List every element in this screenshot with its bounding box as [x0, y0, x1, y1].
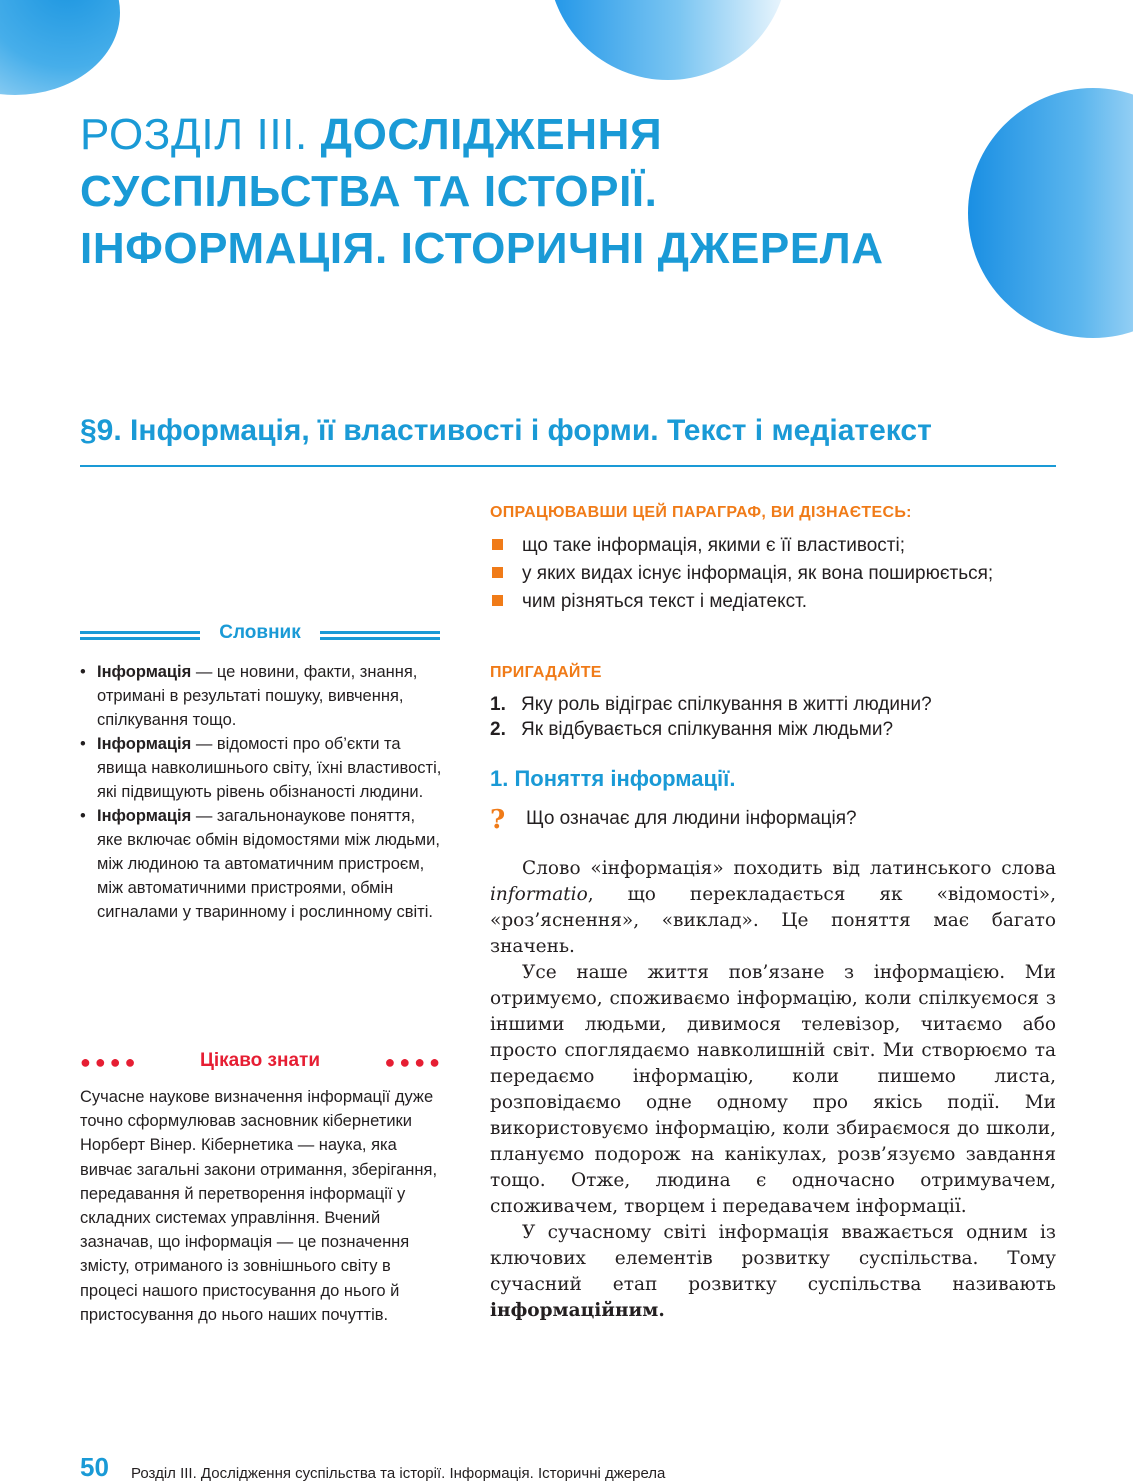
dictionary-item — [80, 660, 444, 732]
outcome-text: у яких видах існує інформація, як вона поширюється; — [522, 563, 994, 584]
outcomes-list — [490, 533, 1050, 617]
running-footer: Розділ ІІІ. Дослідження суспільства та історії. Інформація. Історичні джерела — [131, 1465, 666, 1482]
dots-left-icon: ●●●● — [80, 1052, 140, 1072]
outcome-text: чим різняться текст і медіатекст. — [522, 591, 807, 612]
paragraph-title: §9. Інформація, її властивості і форми. Текст і медіатекст — [80, 414, 932, 447]
recall-list — [490, 692, 1050, 742]
square-bullet-icon — [492, 595, 503, 606]
dictionary-list — [80, 660, 444, 924]
chapter-title — [80, 106, 960, 277]
title-divider — [80, 465, 1056, 467]
body-paragraph-1 — [490, 856, 1056, 960]
emphasized-term: інформаційним — [490, 1300, 659, 1321]
dictionary-item — [80, 804, 444, 924]
outcome-item — [490, 533, 1050, 559]
fact-title: Цікаво знати — [199, 1050, 321, 1071]
dictionary-title: Словник — [219, 622, 301, 643]
question — [490, 805, 1050, 835]
recall-item — [490, 717, 1050, 742]
dictionary-term: Інформація — [97, 663, 192, 681]
body-paragraph-2: Усе наше життя пов’язане з інформацією. Ми отримуємо, споживаємо інформацію, коли спілкуємося з іншими людьми, дивимося телевізор, читаємо або просто споглядаємо навколишній світ. Ми створюємо та передаємо інформацію, коли пишемо листа, розповідаємо одне одному про якісь події. Ми використовуємо інформацію, коли збираємося до школи, плануємо подорож на канікулах, розв’язуємо завдання тощо. Отже, людина є одночасно отримувачем, споживачем, творцем і передавачем інформації. — [490, 962, 1056, 1217]
recall-item — [490, 692, 1050, 717]
fact-header — [80, 1050, 444, 1076]
chapter-title-line3: ІНФОРМАЦІЯ. ІСТОРИЧНІ ДЖЕРЕЛА — [80, 224, 884, 273]
section-title: 1. Поняття інформації. — [490, 766, 736, 791]
page-number: 50 — [80, 1452, 109, 1482]
dictionary-item — [80, 732, 444, 804]
latin-term: informatio — [490, 884, 588, 905]
dictionary-header-lines-right — [320, 631, 440, 640]
body-text — [490, 856, 1056, 1324]
square-bullet-icon — [492, 539, 503, 550]
recall-number: 2. — [490, 719, 506, 740]
bullet-icon: • — [80, 807, 86, 825]
square-bullet-icon — [492, 567, 503, 578]
outcome-text: що таке інформація, якими є її властивості; — [522, 535, 906, 556]
outcomes-heading: ОПРАЦЮВАВШИ ЦЕЙ ПАРАГРАФ, ВИ ДІЗНАЄТЕСЬ: — [490, 504, 912, 521]
dots-right-icon: ●●●● — [384, 1052, 444, 1072]
body-text-span: . — [658, 1300, 665, 1321]
bullet-icon: • — [80, 663, 86, 681]
fact-text: Сучасне наукове визначення інформації дуже точно сформулював засновник кібернетики Норберт Вінер. Кібернетика — наука, яка вивчає загальні закони отримання, зберігання, передавання й перетворення інформації у складних системах управління. Вчений зазначав, що інформація — це позначення змісту, отриманого із зовнішнього світу в процесі нашого пристосування до нього й пристосування до нього наших почуттів. — [80, 1088, 438, 1324]
question-text: Що означає для людини інформація? — [526, 808, 857, 829]
dictionary-term: Інформація — [97, 807, 192, 825]
decorative-circle-right — [968, 88, 1133, 338]
dictionary-header — [80, 622, 440, 650]
recall-number: 1. — [490, 694, 506, 715]
body-text-span: Слово «інформація» походить від латинського слова — [522, 858, 1056, 879]
recall-heading: ПРИГАДАЙТЕ — [490, 664, 602, 681]
body-text-span: У сучасному світі інформація вважається одним із ключових елементів розвитку суспільства. Тому сучасний етап розвитку суспільства називають — [490, 1222, 1056, 1295]
dictionary-definition: — загальнонаукове поняття, яке включає обмін відомостями між людьми, між людиною та автоматичним пристроєм, між автоматичними пристроями, обмін сигналами у тваринному і рослинному світі. — [97, 807, 440, 921]
bullet-icon: • — [80, 735, 86, 753]
dictionary-term: Інформація — [97, 735, 192, 753]
body-text-span: , що перекладається як «відомості», «роз’яснення», «виклад». Це поняття має багато значень. — [490, 884, 1056, 957]
question-mark-icon: ? — [490, 805, 506, 835]
chapter-title-line1: ДОСЛІДЖЕННЯ — [320, 110, 663, 159]
outcome-item — [490, 561, 1050, 587]
recall-text: Яку роль відіграє спілкування в житті людини? — [521, 694, 932, 715]
dictionary-definition: — відомості про об’єкти та явища навколишнього світу, їхні властивості, які підвищують рівень обізнаності людини. — [97, 735, 442, 801]
outcome-item — [490, 589, 1050, 615]
chapter-title-line2: СУСПІЛЬСТВА ТА ІСТОРІЇ. — [80, 167, 658, 216]
chapter-prefix: РОЗДІЛ ІІІ. — [80, 110, 308, 159]
recall-text: Як відбувається спілкування між людьми? — [521, 719, 894, 740]
decorative-circle-top-center — [548, 0, 788, 80]
decorative-circle-top-left — [0, 0, 120, 95]
dictionary-definition: — це новини, факти, знання, отримані в результаті пошуку, вивчення, спілкування тощо. — [97, 663, 418, 729]
body-paragraph-3 — [490, 1220, 1056, 1324]
